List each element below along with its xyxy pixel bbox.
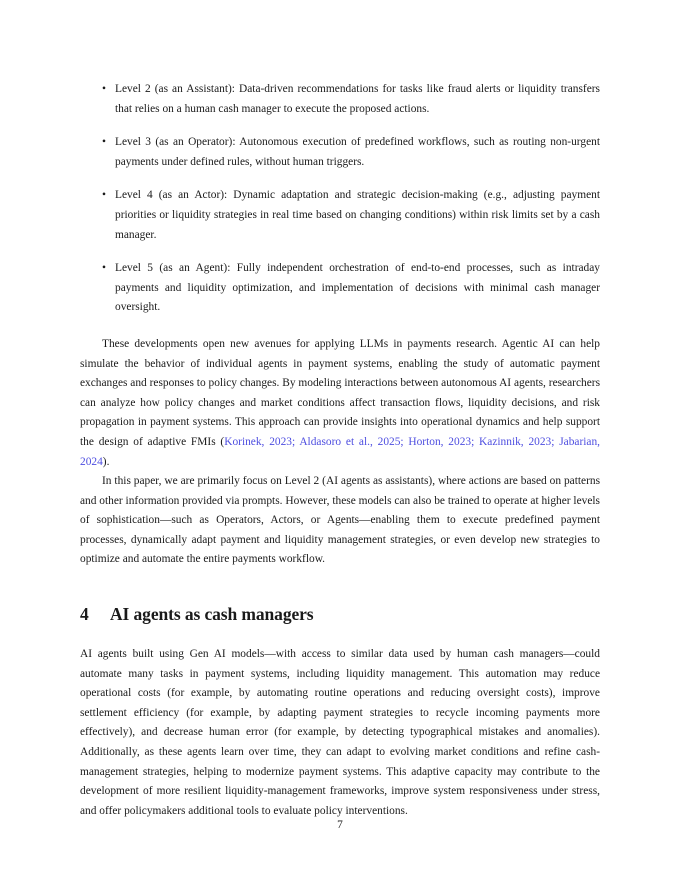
paragraph-tail-text: ). xyxy=(102,455,110,468)
list-item-text: Level 4 (as an Actor): Dynamic adaptation and strategic decision-making (e.g., adjusting payment priorities or liquidity strategies in real time based on changing conditions) within risk limits set by a cash manager. xyxy=(115,189,600,241)
list-item-text: Level 3 (as an Operator): Autonomous execution of predefined workflows, such as routing non-urgent payments under defined rules, without human triggers. xyxy=(115,136,600,168)
page-number: 7 xyxy=(337,819,343,831)
paragraph-body-text: These developments open new avenues for applying LLMs in payments research. Agentic AI can help simulate the behavior of individual agents in payment systems, enabling the study of automatic payment exchanges and responses to policy changes. By modeling interactions between autonomous AI agents, researchers can analyze how policy changes and market conditions affect transaction flows, liquidity decisions, and risk propagation in payment systems. This approach can provide insights into operational dynamics and help support the design of adaptive FMIs ( xyxy=(80,337,600,448)
page-content xyxy=(80,80,600,821)
ai-agent-levels-list xyxy=(80,80,600,318)
paragraph-cash-managers: AI agents built using Gen AI models—with access to similar data used by human cash managers—could automate many tasks in payment systems, including liquidity management. This automation may reduce operational costs (for example, by automating routine operations and reducing oversight costs), improve settlement efficiency (for example, by adapting payment strategies to recycle incoming payments more effectively), and decrease human error (for example, by detecting typographical mistakes and anomalies). Additionally, as these agents learn over time, they can adapt to evolving market conditions and refine cash-management strategies, helping to modernize payment systems. This adaptive capacity may contribute to the development of more resilient liquidity-management frameworks, improve system responsiveness under stress, and offer policymakers additional tools to evaluate policy interventions. xyxy=(80,648,600,817)
paragraph-level2-focus: In this paper, we are primarily focus on Level 2 (AI agents as assistants), where actions are based on patterns and other information provided via prompts. However, these models can also be trained to operate at higher levels of sophistication—such as Operators, Actors, or Agents—enabling them to execute predefined payment processes, dynamically adapt payment and liquidity management strategies, or even develop new strategies to optimize and automate the entire payments workflow. xyxy=(80,475,600,566)
list-item xyxy=(80,186,600,245)
list-item xyxy=(80,80,600,119)
citation-link-group[interactable]: Korinek, 2023; Aldasoro et al., 2025; Horton, 2023; Kazinnik, 2023; Jabarian, 2024 xyxy=(80,435,600,468)
bullet-icon: • xyxy=(102,83,106,95)
section-title: AI agents as cash managers xyxy=(110,604,314,625)
list-item-text: Level 2 (as an Assistant): Data-driven recommendations for tasks like fraud alerts or liquidity transfers that relies on a human cash manager to execute the proposed actions. xyxy=(115,83,600,115)
section-number: 4 xyxy=(80,604,89,625)
bullet-icon: • xyxy=(102,136,106,149)
list-item-text: Level 5 (as an Agent): Fully independent orchestration of end-to-end processes, such as intraday payments and liquidity optimization, and implementation of decisions with minimal cash manager oversight. xyxy=(115,262,600,314)
paragraph-agentic-ai xyxy=(80,335,600,472)
list-item xyxy=(80,259,600,318)
bullet-icon: • xyxy=(102,262,106,275)
bullet-icon: • xyxy=(102,189,106,202)
section-heading xyxy=(80,603,600,625)
list-item xyxy=(80,133,600,172)
